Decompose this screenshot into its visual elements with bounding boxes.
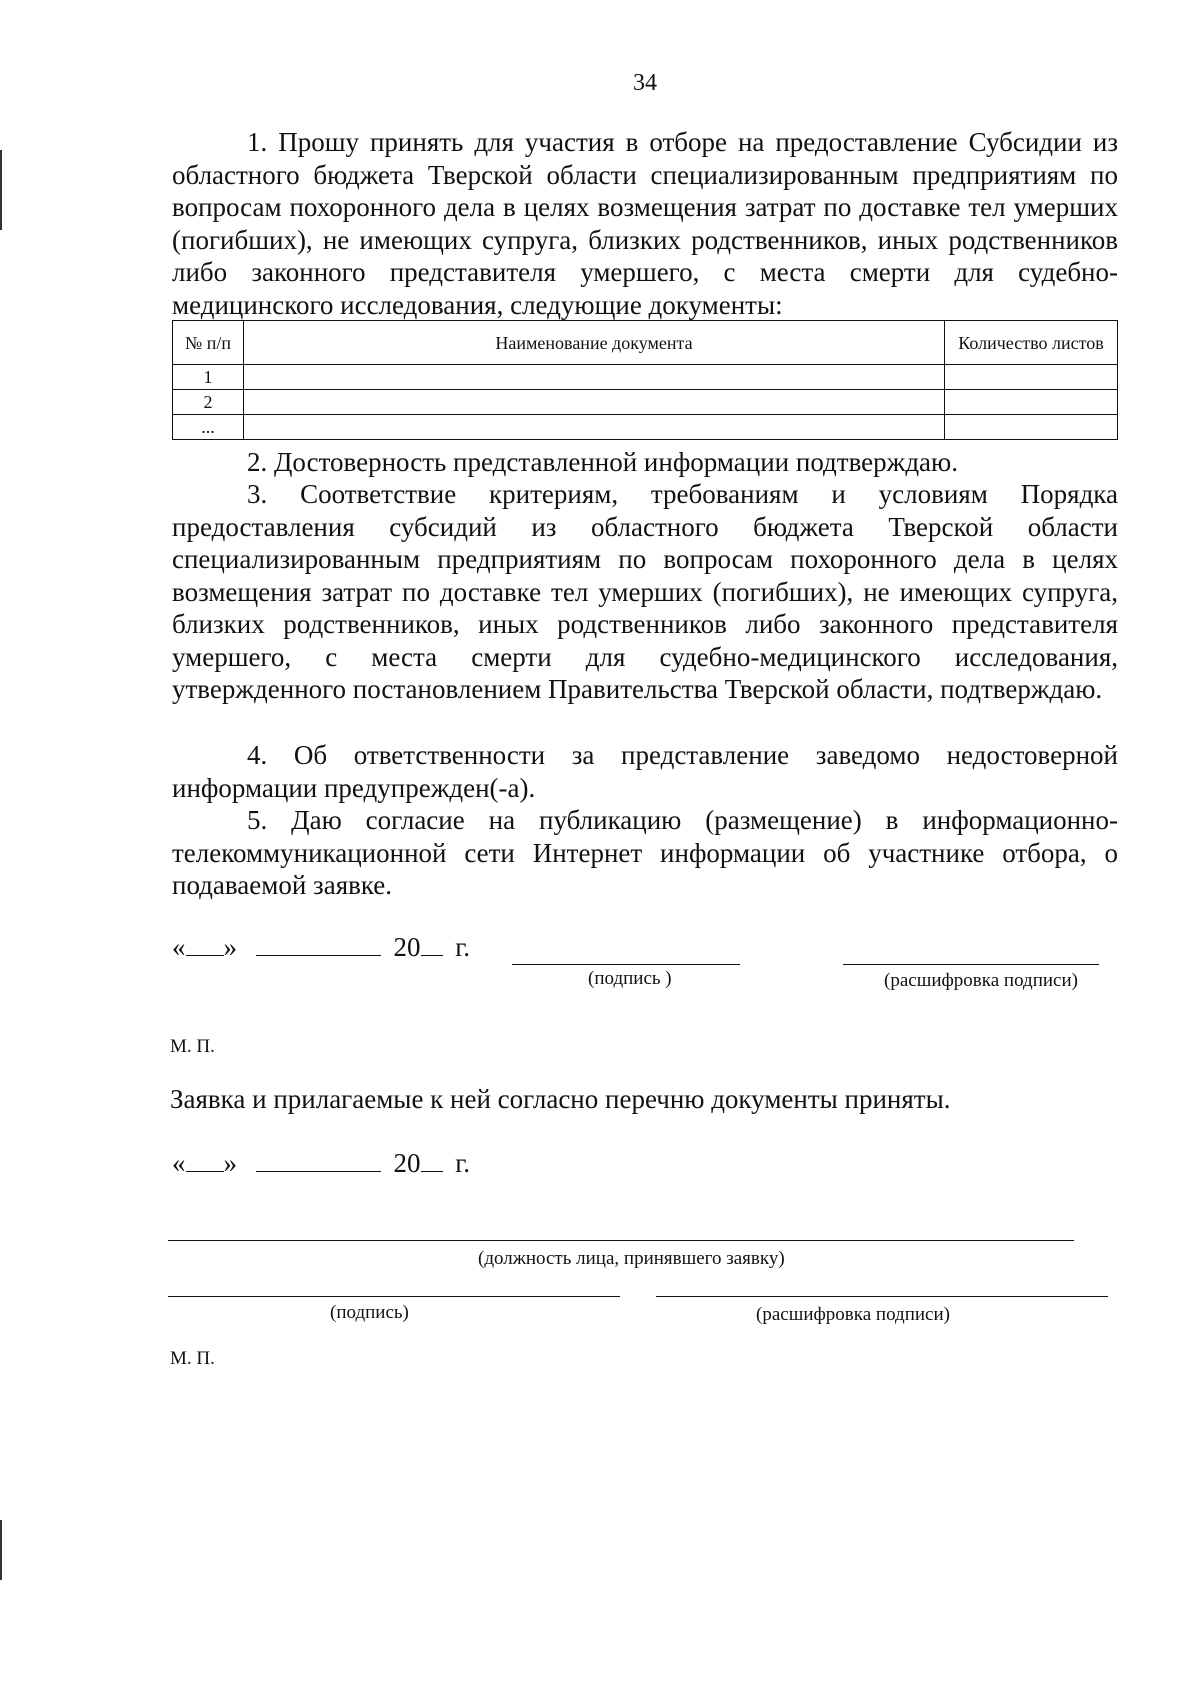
- date-line-1: « » 20 г.: [172, 932, 471, 962]
- col-number-header: № п/п: [173, 321, 244, 365]
- table-cell: 2: [173, 390, 244, 415]
- table-cell: ...: [173, 415, 244, 440]
- position-line[interactable]: [168, 1240, 1074, 1241]
- date-line-2: « » 20 г.: [172, 1148, 471, 1178]
- day-blank[interactable]: [186, 1149, 224, 1172]
- decoding-line-2[interactable]: [656, 1296, 1108, 1297]
- stamp-1: М. П.: [170, 1036, 215, 1057]
- signature-line-2[interactable]: [168, 1296, 620, 1297]
- year-blank[interactable]: [421, 933, 443, 956]
- col-name-header: Наименование документа: [244, 321, 945, 365]
- signature-caption-1: (подпись ): [588, 968, 672, 989]
- table-cell: [945, 390, 1118, 415]
- page-number: 34: [633, 70, 657, 96]
- table-cell: 1: [173, 365, 244, 390]
- paragraph-5: 5. Даю согласие на публикацию (размещение) в информационно-телекоммуникационной сети Интернет информации об участнике отбора, о подаваемой заявке.: [172, 805, 1118, 900]
- table-cell: [244, 415, 945, 440]
- decoding-caption-1: (расшифровка подписи): [884, 970, 1078, 991]
- table-cell: [244, 390, 945, 415]
- scan-edge-mark: [0, 150, 2, 230]
- table-cell: [244, 365, 945, 390]
- table-row: [173, 390, 1118, 415]
- table-cell: [945, 415, 1118, 440]
- table-row: [173, 365, 1118, 390]
- acceptance-text: Заявка и прилагаемые к ней согласно перечню документы приняты.: [170, 1084, 951, 1114]
- decoding-caption-2: (расшифровка подписи): [756, 1304, 950, 1325]
- signature-caption-2: (подпись): [330, 1302, 409, 1323]
- col-sheets-header: Количество листов: [945, 321, 1118, 365]
- paragraph-2: 2. Достоверность представленной информации подтверждаю.: [247, 447, 958, 477]
- month-blank[interactable]: [256, 1149, 381, 1172]
- position-caption: (должность лица, принявшего заявку): [478, 1248, 785, 1269]
- signature-line-1[interactable]: [512, 964, 740, 965]
- documents-table: [172, 320, 1118, 440]
- scan-edge-mark: [0, 1520, 2, 1580]
- table-cell: [945, 365, 1118, 390]
- paragraph-3: 3. Соответствие критериям, требованиям и условиям Порядка предоставления субсидий из областного бюджета Тверской области специализированным предприятиям по вопросам похоронного дела в целях возмещения затрат по доставке тел умерших (погибших), не имеющих супруга, близких родственников, иных родственников либо законного представителя умершего, с места смерти для судебно-медицинского исследования, утвержденного постановлением Правительства Тверской области, подтверждаю.: [172, 479, 1118, 704]
- stamp-2: М. П.: [170, 1348, 215, 1369]
- table-header-row: [173, 321, 1118, 365]
- year-blank[interactable]: [421, 1149, 443, 1172]
- paragraph-4: 4. Об ответственности за представление заведомо недостоверной информации предупрежден(-а).: [172, 740, 1118, 803]
- decoding-line-1[interactable]: [843, 964, 1099, 965]
- day-blank[interactable]: [186, 933, 224, 956]
- table-row: [173, 415, 1118, 440]
- intro-paragraph: 1. Прошу принять для участия в отборе на предоставление Субсидии из областного бюджета Тверской области специализированным предприятиям по вопросам похоронного дела в целях возмещения затрат по доставке тел умерших (погибших), не имеющих супруга, близких родственников, иных родственников либо законного представителя умершего, с места смерти для судебно-медицинского исследования, следующие документы:: [172, 127, 1118, 320]
- month-blank[interactable]: [256, 933, 381, 956]
